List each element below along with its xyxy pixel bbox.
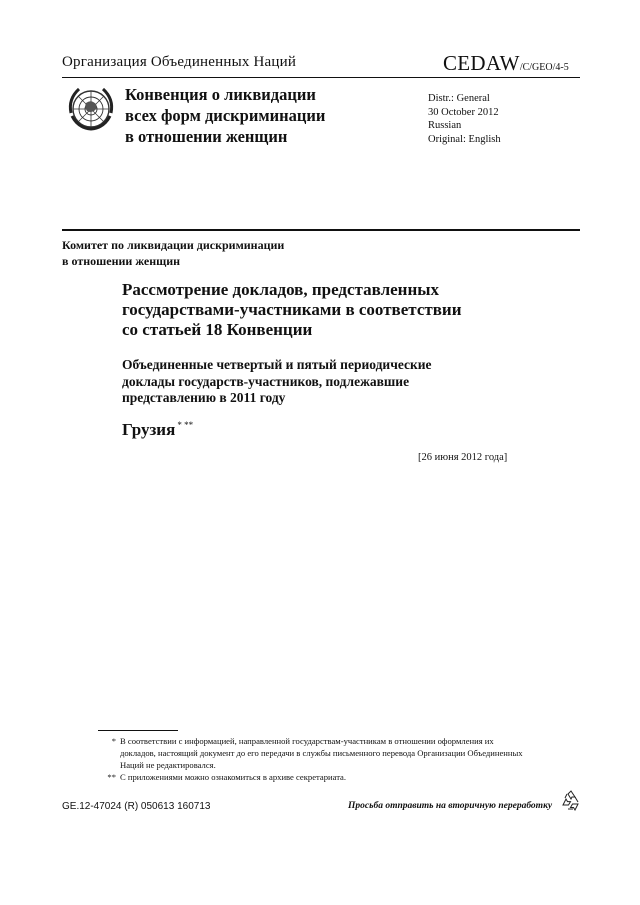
section-rule <box>62 229 580 231</box>
job-number: GE.12-47024 (R) 050613 160713 <box>62 801 211 812</box>
organization-name: Организация Объединенных Наций <box>62 54 297 70</box>
recycle-icon <box>560 789 582 811</box>
report-date: [26 июня 2012 года] <box>418 452 508 463</box>
footnote-mark: ** <box>107 772 116 782</box>
committee-line: Комитет по ликвидации дискриминации <box>62 238 285 252</box>
footnote-rule <box>98 730 178 731</box>
convention-title-line: в отношении женщин <box>125 127 288 146</box>
convention-title-line: всех форм дискриминации <box>125 106 326 125</box>
sub-title-line: Объединенные четвертый и пятый периодические <box>122 357 432 372</box>
footnote <box>98 735 523 771</box>
footnote-mark: * <box>111 736 116 746</box>
distribution-date: 30 October 2012 <box>428 106 499 118</box>
distribution-original: Original: English <box>428 133 501 145</box>
document-symbol <box>443 51 569 76</box>
main-title-line: государствами-участниками в соответствии <box>122 300 462 319</box>
footnote <box>98 771 523 783</box>
convention-title <box>125 84 325 147</box>
footnotes <box>98 735 523 783</box>
distribution-block <box>428 92 501 146</box>
footnote-text: В соответствии с информацией, направленной государствам-участникам в отношении оформления их докладов, настоящий документ до его передачи в службы письменного перевода Организации Объединенных Наций не редактировался. <box>120 736 523 770</box>
distribution-language: Russian <box>428 120 462 132</box>
sub-title <box>122 357 432 407</box>
footnote-text: С приложениями можно ознакомиться в архиве секретариата. <box>120 772 347 782</box>
sub-title-line: представлению в 2011 году <box>122 390 286 405</box>
country-heading <box>122 420 193 440</box>
main-title-line: со статьей 18 Конвенции <box>122 320 313 339</box>
recycle-note: Просьба отправить на вторичную переработку <box>348 801 553 811</box>
header-rule <box>62 77 580 78</box>
un-emblem-icon <box>64 83 118 137</box>
main-title <box>122 280 462 340</box>
footnote-marks: * ** <box>177 420 194 431</box>
country-name: Грузия <box>122 420 176 439</box>
symbol-suffix: /C/GEO/4-5 <box>519 62 569 73</box>
committee-name <box>62 237 284 269</box>
committee-line: в отношении женщин <box>62 254 181 268</box>
distribution-status: Distr.: General <box>428 93 490 104</box>
sub-title-line: доклады государств-участников, подлежавшие <box>122 373 410 389</box>
main-title-line: Рассмотрение докладов, представленных <box>122 280 440 299</box>
symbol-main: CEDAW <box>443 51 520 75</box>
convention-title-line: Конвенция о ликвидации <box>125 85 316 104</box>
